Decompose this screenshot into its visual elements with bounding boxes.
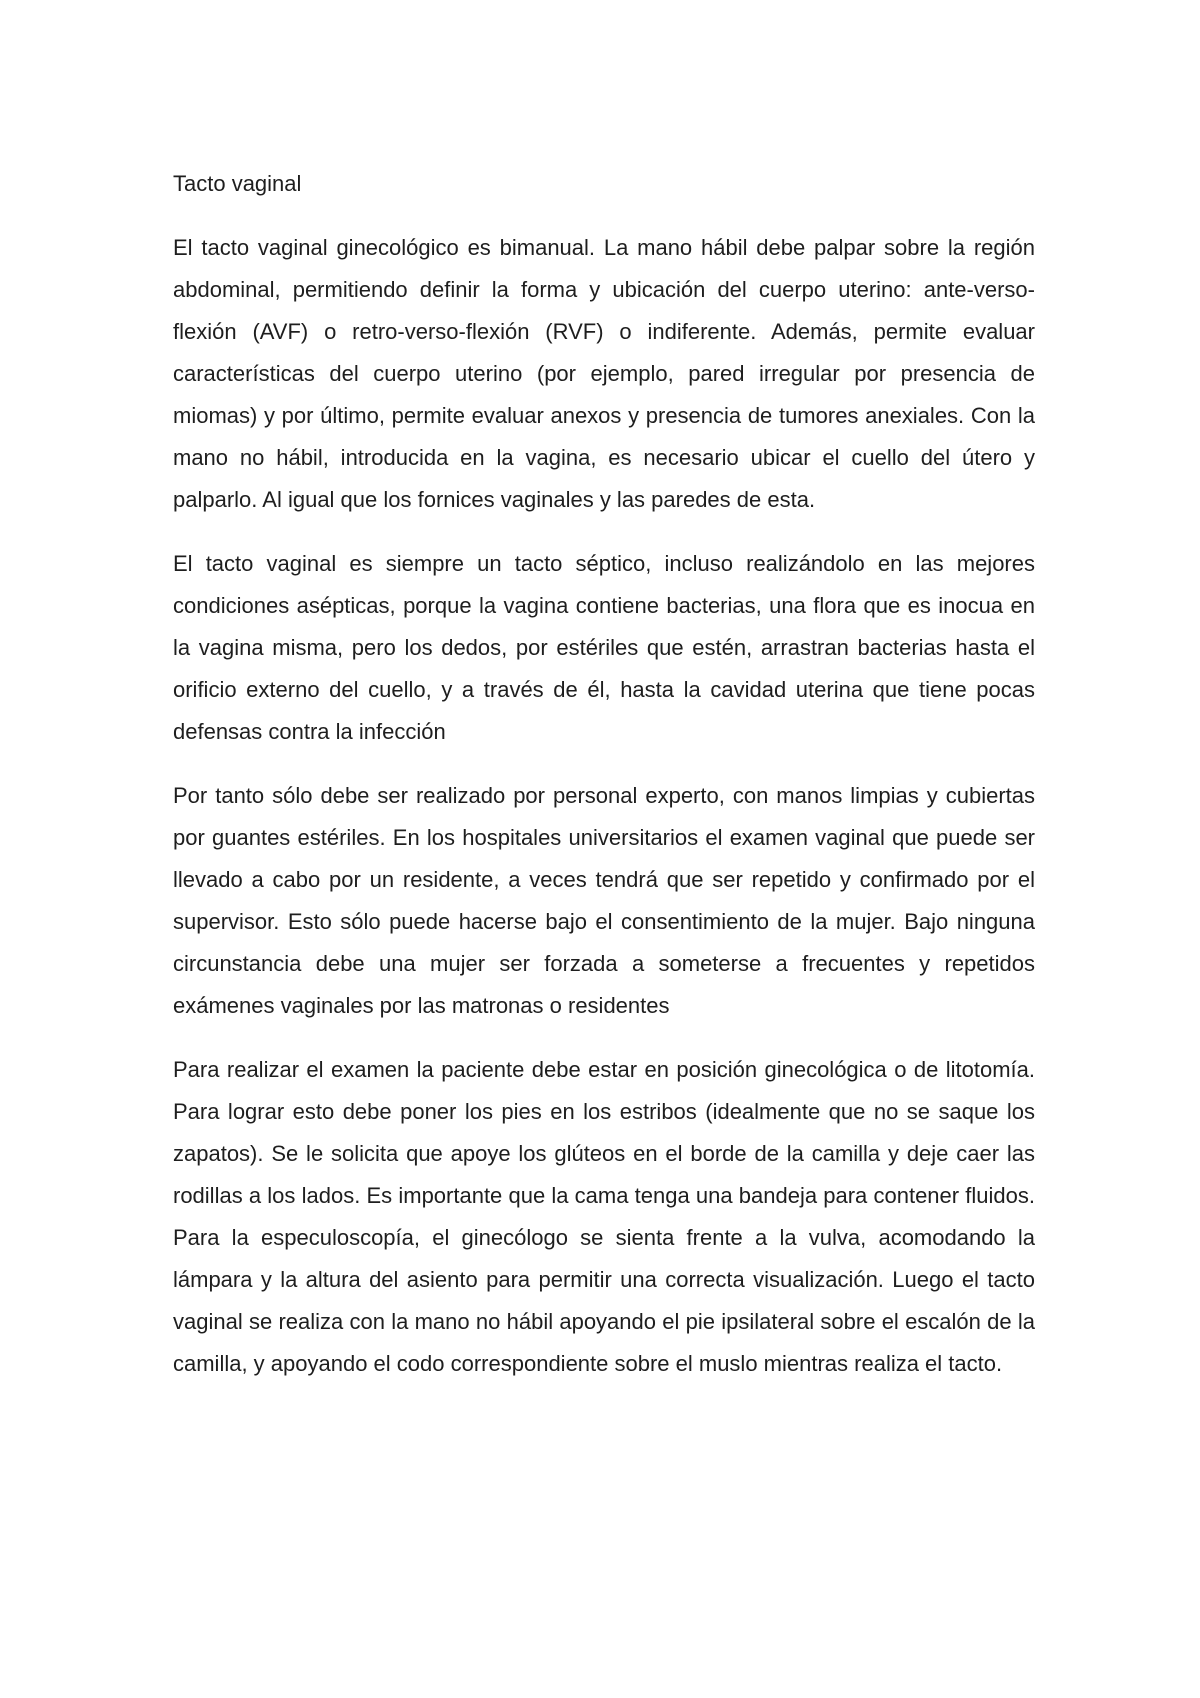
paragraph: El tacto vaginal es siempre un tacto séptico, incluso realizándolo en las mejores condiciones asépticas, porque la vagina contiene bacterias, una flora que es inocua en la vagina misma, pero los dedos, por estériles que estén, arrastran bacterias hasta el orificio externo del cuello, y a través de él, hasta la cavidad uterina que tiene pocas defensas contra la infección — [173, 551, 1035, 744]
paragraph: Por tanto sólo debe ser realizado por personal experto, con manos limpias y cubiertas por guantes estériles. En los hospitales universitarios el examen vaginal que puede ser llevado a cabo por un residente, a veces tendrá que ser repetido y confirmado por el supervisor. Esto sólo puede hacerse bajo el consentimiento de la mujer. Bajo ninguna circunstancia debe una mujer ser forzada a someterse a frecuentes y repetidos exámenes vaginales por las matronas o residentes — [173, 783, 1035, 1018]
document-body — [173, 163, 1035, 1407]
document-title: Tacto vaginal — [173, 171, 302, 196]
paragraph: Para realizar el examen la paciente debe estar en posición ginecológica o de litotomía. Para lograr esto debe poner los pies en los estribos (idealmente que no se saque los zapatos). Se le solicita que apoye los glúteos en el borde de la camilla y deje caer las rodillas a los lados. Es importante que la cama tenga una bandeja para contener fluidos. Para la especuloscopía, el ginecólogo se sienta frente a la vulva, acomodando la lámpara y la altura del asiento para permitir una correcta visualización. Luego el tacto vaginal se realiza con la mano no hábil apoyando el pie ipsilateral sobre el escalón de la camilla, y apoyando el codo correspondiente sobre el muslo mientras realiza el tacto. — [173, 1057, 1035, 1376]
paragraph: El tacto vaginal ginecológico es bimanual. La mano hábil debe palpar sobre la región abdominal, permitiendo definir la forma y ubicación del cuerpo uterino: ante-verso-flexión (AVF) o retro-verso-flexión (RVF) o indiferente. Además, permite evaluar características del cuerpo uterino (por ejemplo, pared irregular por presencia de miomas) y por último, permite evaluar anexos y presencia de tumores anexiales. Con la mano no hábil, introducida en la vagina, es necesario ubicar el cuello del útero y palparlo. Al igual que los fornices vaginales y las paredes de esta. — [173, 235, 1035, 512]
